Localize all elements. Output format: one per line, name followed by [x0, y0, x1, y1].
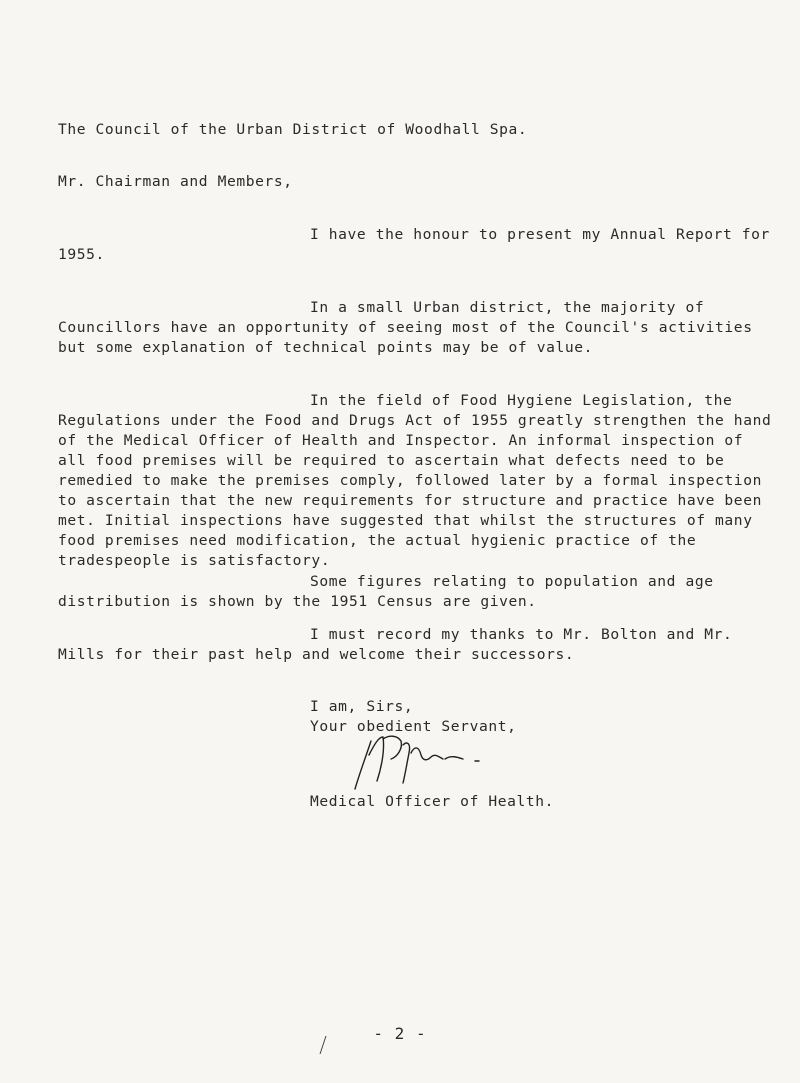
document-heading: The Council of the Urban District of Woodhall Spa. — [58, 121, 528, 138]
closing-line-1: I am, Sirs, — [310, 698, 414, 715]
paragraph-councillors: In a small Urban district, the majority of Councillors have an opportunity of seeing most of the Council's activities but some explanation of technical points may be of value. — [58, 299, 753, 356]
paragraph-thanks: I must record my thanks to Mr. Bolton and Mr. Mills for their past help and welcome their successors. — [58, 626, 733, 663]
paragraph-census: Some figures relating to population and age distribution is shown by the 1951 Census are given. — [58, 573, 714, 610]
salutation: Mr. Chairman and Members, — [58, 173, 293, 190]
page-number: - 2 - — [373, 1024, 427, 1043]
signatory-title: Medical Officer of Health. — [310, 793, 555, 810]
paragraph-food-hygiene: In the field of Food Hygiene Legislation, the Regulations under the Food and Drugs Act of 1955 greatly strengthen the hand of the Medical Officer of Health and Inspector. An informal inspection of all food premises will be required to ascertain what defects need to be remedied to make the premises comply, followed later by a formal inspection to ascertain that the new requirements for structure and practice have been met. Initial inspections have suggested that whilst the structures of many food premises need modification, the actual hygienic practice of the tradespeople is satisfactory. — [58, 392, 772, 569]
closing-line-2: Your obedient Servant, — [310, 718, 517, 735]
handwritten-signature — [345, 731, 495, 793]
paragraph-report-intro: I have the honour to present my Annual Report for 1955. — [58, 226, 770, 263]
